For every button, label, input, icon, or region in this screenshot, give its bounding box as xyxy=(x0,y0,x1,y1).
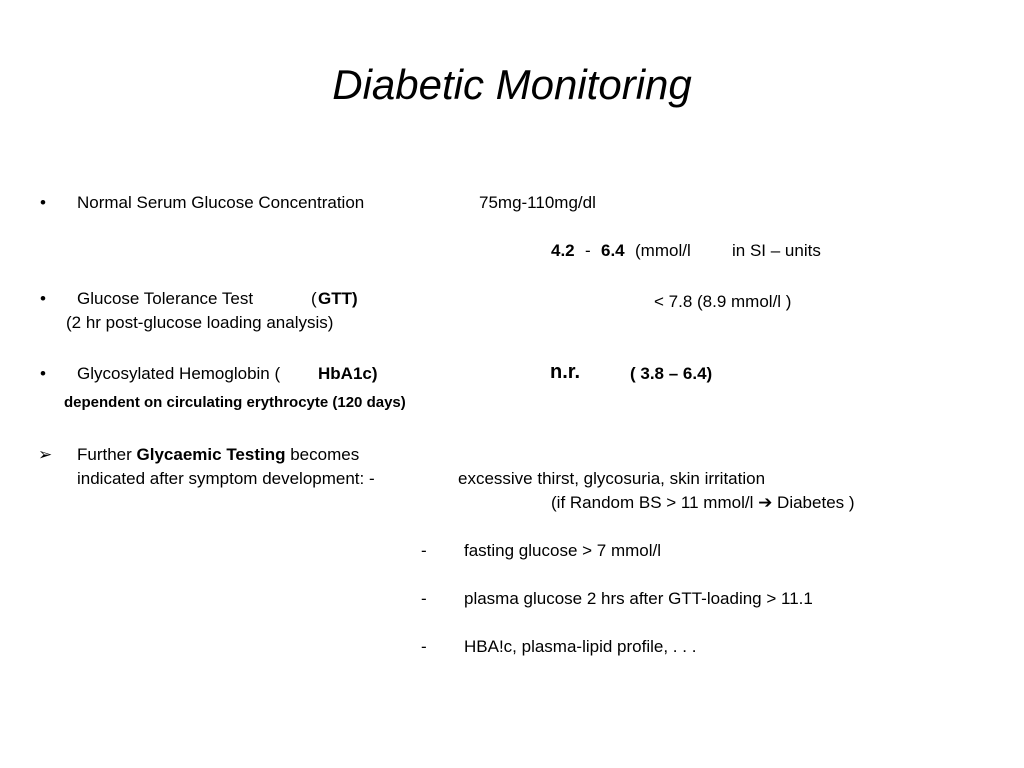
hba1c-label-prefix: Glycosylated Hemoglobin ( xyxy=(77,364,281,383)
gtt-abbr: GTT) xyxy=(318,289,358,308)
si-high-value: 6.4 xyxy=(601,241,625,260)
si-note: in SI – units xyxy=(732,241,821,260)
plasma-glucose-criterion: plasma glucose 2 hrs after GTT-loading > 11.1 xyxy=(464,589,813,608)
symptoms-value: excessive thirst, glycosuria, skin irritation xyxy=(458,469,766,488)
sub-dash: - xyxy=(421,589,427,608)
hba1c-note: dependent on circulating erythrocyte (120 days) xyxy=(64,394,406,411)
sub-dash: - xyxy=(421,541,427,560)
right-arrow-icon: ➔ xyxy=(758,493,773,512)
fasting-glucose-criterion: fasting glucose > 7 mmol/l xyxy=(464,541,662,560)
page-title: Diabetic Monitoring xyxy=(332,61,692,108)
further-testing-line2: indicated after symptom development: - xyxy=(77,469,375,488)
further-testing-line1: Further Glycaemic Testing becomes xyxy=(77,445,360,464)
normal-range-abbr: n.r. xyxy=(550,361,581,383)
hba1c-range: ( 3.8 – 6.4) xyxy=(630,364,713,383)
normal-glucose-range: 75mg-110mg/dl xyxy=(479,193,596,212)
gtt-abbr-open: ( xyxy=(311,289,317,308)
bullet: • xyxy=(40,193,46,212)
bullet: • xyxy=(40,289,46,308)
arrow-bullet-icon: ➢ xyxy=(38,445,53,464)
hba1c-label-bold: HbA1c) xyxy=(318,364,378,383)
bullet: • xyxy=(40,364,46,383)
random-bs-criterion: (if Random BS > 11 mmol/l ➔ Diabetes ) xyxy=(551,493,855,512)
gtt-value: < 7.8 (8.9 mmol/l ) xyxy=(654,292,792,311)
si-low-value: 4.2 xyxy=(551,241,575,260)
gtt-note: (2 hr post-glucose loading analysis) xyxy=(66,313,334,332)
normal-glucose-label: Normal Serum Glucose Concentration xyxy=(77,193,365,212)
hba1c-lipid-criterion: HBA!c, plasma-lipid profile, . . . xyxy=(464,637,697,656)
si-dash: - xyxy=(585,241,591,260)
gtt-label: Glucose Tolerance Test xyxy=(77,289,254,308)
glycaemic-testing-bold: Glycaemic Testing xyxy=(136,445,286,464)
si-unit: (mmol/l xyxy=(635,241,691,260)
sub-dash: - xyxy=(421,637,427,656)
